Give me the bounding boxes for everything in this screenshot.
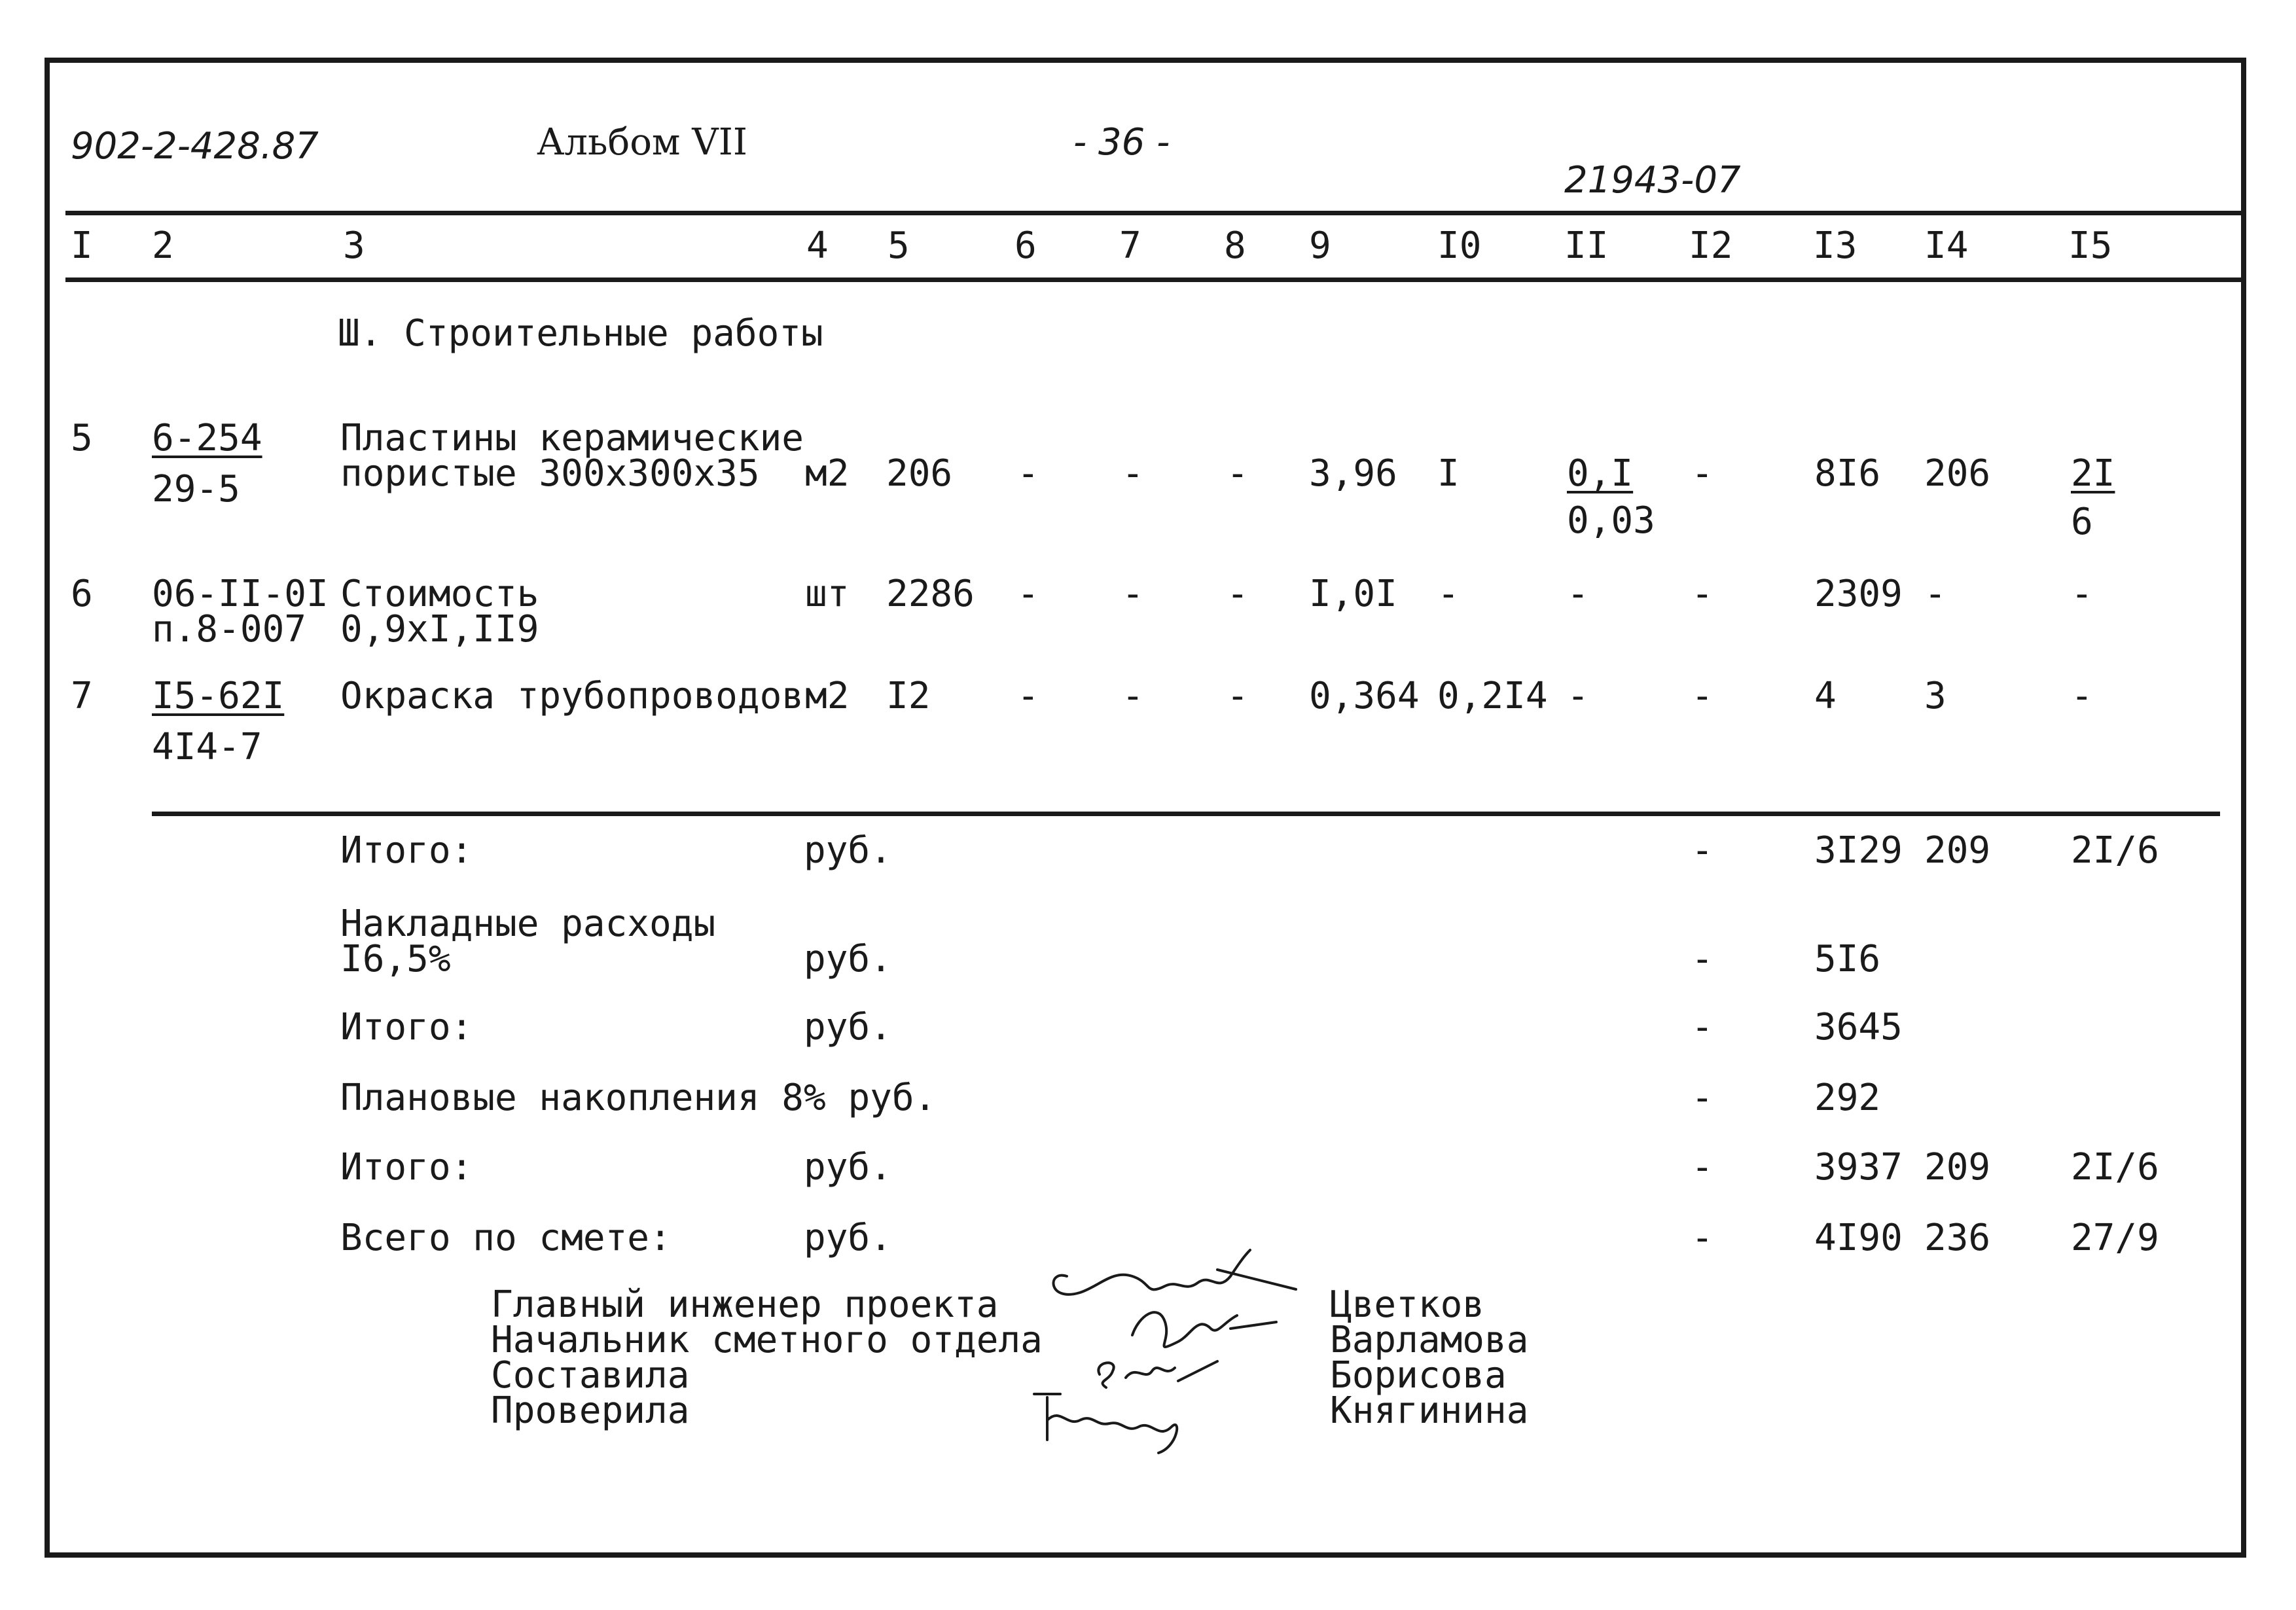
row7-c9: 0,364 <box>1309 675 1420 717</box>
row5-c14: 206 <box>1924 452 1991 495</box>
inventory-number: 21943-07 <box>1564 159 1741 202</box>
row6-desc-line1: Стоимость <box>340 573 539 615</box>
role-checked: Проверила <box>491 1389 690 1432</box>
row5-c7: - <box>1122 452 1144 495</box>
row6-number: 6 <box>71 573 93 615</box>
row7-c6: - <box>1017 675 1039 717</box>
overhead-unit: руб. <box>804 938 892 980</box>
total3-c14: 209 <box>1924 1146 1991 1189</box>
row7-code-bottom: 4I4-7 <box>152 726 262 768</box>
row5-code-bottom: 29-5 <box>152 468 240 510</box>
row7-c15: - <box>2071 675 2093 717</box>
row5-c15-sub: 6 <box>2071 501 2093 543</box>
handwritten-signatures <box>1021 1230 1322 1466</box>
col-4: 4 <box>806 224 829 267</box>
name-knyaginina: Княгинина <box>1330 1389 1529 1432</box>
row7-c10: 0,2I4 <box>1437 675 1548 717</box>
total1-c14: 209 <box>1924 829 1991 872</box>
col-3: 3 <box>343 224 365 267</box>
col-10: I0 <box>1437 224 1482 267</box>
total2-unit: руб. <box>804 1006 892 1048</box>
total3-c13: 3937 <box>1814 1146 1903 1189</box>
col-9: 9 <box>1309 224 1331 267</box>
total1-unit: руб. <box>804 829 892 872</box>
overhead-label-line2: I6,5% <box>340 938 451 980</box>
total3-label: Итого: <box>340 1146 473 1189</box>
row7-unit: м2 <box>805 675 850 717</box>
row7-c11: - <box>1567 675 1589 717</box>
name-borisova: Борисова <box>1330 1354 1507 1397</box>
total2-c13: 3645 <box>1814 1006 1903 1048</box>
total3-c15: 2I/6 <box>2071 1146 2159 1189</box>
overhead-c12: - <box>1691 938 1713 980</box>
col-6: 6 <box>1014 224 1037 267</box>
name-tsvetkov: Цветков <box>1330 1283 1485 1326</box>
row5-c11: 0,I <box>1567 452 1634 495</box>
row6-unit: шт <box>805 573 850 615</box>
header-bottom-rule <box>65 277 2245 282</box>
row6-code-bottom: п.8-007 <box>152 608 307 651</box>
row6-code-top: 06-II-0I <box>152 573 329 615</box>
signature-3 <box>1098 1361 1217 1387</box>
row5-desc-line1: Пластины керамические <box>340 417 804 459</box>
row5-c15: 2I <box>2071 452 2115 495</box>
planned-savings-c12: - <box>1691 1077 1713 1119</box>
total1-c12: - <box>1691 829 1713 872</box>
row6-c8: - <box>1227 573 1249 615</box>
role-chief-engineer: Главный инженер проекта <box>491 1283 999 1326</box>
grand-total-label: Всего по смете: <box>340 1217 672 1259</box>
grand-total-c12: - <box>1691 1217 1713 1259</box>
grand-total-c15: 27/9 <box>2071 1217 2159 1259</box>
doc-code: 902-2-428.87 <box>71 125 319 168</box>
header-top-rule <box>65 211 2245 215</box>
signature-1 <box>1054 1250 1296 1295</box>
overhead-c13: 5I6 <box>1814 938 1881 980</box>
overhead-label-line1: Накладные расходы <box>340 903 716 945</box>
row6-c7: - <box>1122 573 1144 615</box>
row5-c11-sub: 0,03 <box>1567 499 1655 542</box>
col-2: 2 <box>152 224 174 267</box>
grand-total-c13: 4I90 <box>1814 1217 1903 1259</box>
row7-number: 7 <box>71 675 93 717</box>
grand-total-c14: 236 <box>1924 1217 1991 1259</box>
row5-code-top: 6-254 <box>152 417 262 459</box>
row6-desc-line2: 0,9xI,II9 <box>340 608 539 651</box>
row7-c14: 3 <box>1924 675 1946 717</box>
signature-2 <box>1132 1312 1276 1347</box>
signature-4 <box>1034 1394 1177 1453</box>
total1-c13: 3I29 <box>1814 829 1903 872</box>
row7-c8: - <box>1227 675 1249 717</box>
row5-c12: - <box>1691 452 1713 495</box>
col-5: 5 <box>888 224 910 267</box>
row5-unit: м2 <box>805 452 850 495</box>
row5-c8: - <box>1227 452 1249 495</box>
col-12: I2 <box>1689 224 1733 267</box>
row5-c9: 3,96 <box>1309 452 1397 495</box>
col-13: I3 <box>1813 224 1857 267</box>
grand-total-unit: руб. <box>804 1217 892 1259</box>
name-varlamova: Варламова <box>1330 1319 1529 1361</box>
col-11: II <box>1564 224 1609 267</box>
row5-qty: 206 <box>886 452 953 495</box>
row5-c6: - <box>1017 452 1039 495</box>
row6-c14: - <box>1924 573 1946 615</box>
total2-label: Итого: <box>340 1006 473 1048</box>
section-title: Ш. Строительные работы <box>338 312 823 355</box>
row7-c13: 4 <box>1814 675 1837 717</box>
total1-label: Итого: <box>340 829 473 872</box>
row5-desc-line2: пористые 300x300x35 <box>340 452 760 495</box>
row7-c12: - <box>1691 675 1713 717</box>
col-1: I <box>71 224 93 267</box>
row6-qty: 2286 <box>886 573 975 615</box>
totals-rule <box>152 812 2220 816</box>
row6-c11: - <box>1567 573 1589 615</box>
col-15: I5 <box>2068 224 2113 267</box>
row5-c13: 8I6 <box>1814 452 1881 495</box>
row6-c12: - <box>1691 573 1713 615</box>
row6-c10: - <box>1437 573 1460 615</box>
col-8: 8 <box>1224 224 1246 267</box>
role-compiled: Составила <box>491 1354 690 1397</box>
row7-qty: I2 <box>886 675 931 717</box>
total1-c15: 2I/6 <box>2071 829 2159 872</box>
row5-c10: I <box>1437 452 1460 495</box>
planned-savings-label: Плановые накопления 8% руб. <box>340 1077 937 1119</box>
row6-c6: - <box>1017 573 1039 615</box>
row5-number: 5 <box>71 417 93 459</box>
row6-c13: 2309 <box>1814 573 1903 615</box>
row7-code-top: I5-62I <box>152 675 285 717</box>
row6-c15: - <box>2071 573 2093 615</box>
row7-desc-line1: Окраска трубопроводов <box>340 675 804 717</box>
row7-c7: - <box>1122 675 1144 717</box>
planned-savings-c13: 292 <box>1814 1077 1881 1119</box>
total3-unit: руб. <box>804 1146 892 1189</box>
col-14: I4 <box>1924 224 1969 267</box>
col-7: 7 <box>1119 224 1141 267</box>
album-label: Альбом VII <box>537 121 747 164</box>
page-number: - 36 - <box>1073 121 1170 164</box>
row6-c9: I,0I <box>1309 573 1397 615</box>
role-head-estimates: Начальник сметного отдела <box>491 1319 1043 1361</box>
total2-c12: - <box>1691 1006 1713 1048</box>
total3-c12: - <box>1691 1146 1713 1189</box>
